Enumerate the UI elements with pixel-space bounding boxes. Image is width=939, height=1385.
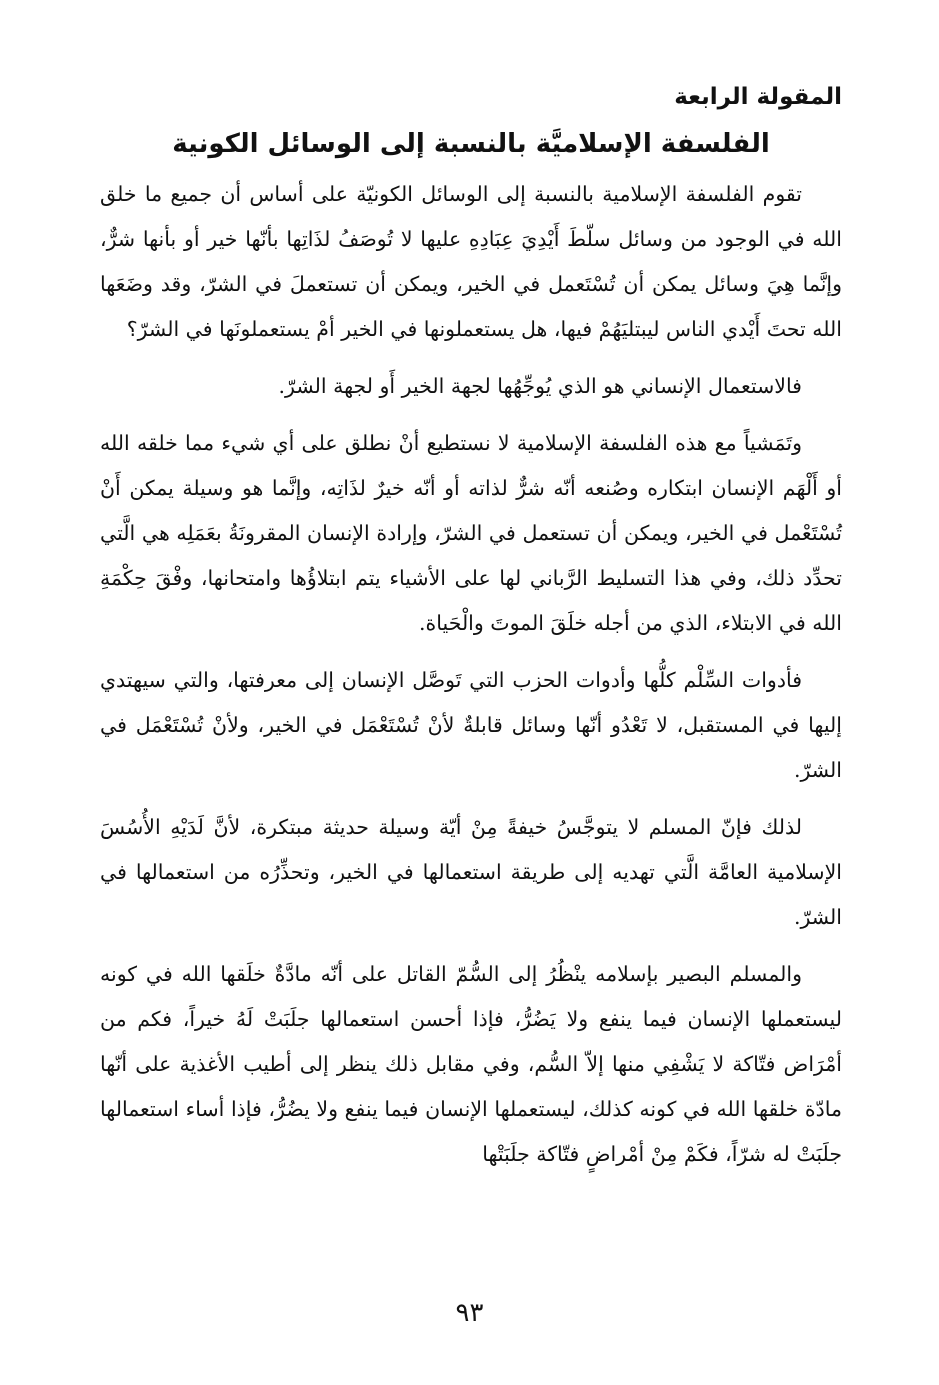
paragraph-1: تقوم الفلسفة الإسلامية بالنسبة إلى الوسائل الكونيّة على أساس أن جميع ما خلق الله في الوجود من وسائل سلّطَ أَيْدِيَ عِبَادِهِ عليها لا تُوصَفُ لذَاتِها بأنّها خير أو بأنها شرٌّ، وإنَّما هِيَ وسائل يمكن أن تُسْتَعمل في الخير، ويمكن أن تستعملَ في الشرّ، وقد وضَعَها الله تحتَ أَيْدي الناس ليبتليَهُمْ فيها، هل يستعملونها في الخير أمْ يستعملونَها في الشرّ؟ bbox=[100, 182, 842, 341]
paragraph-4: فأدوات السِّلْم كلُّها وأدوات الحزب التي تَوصَّل الإنسان إلى معرفتها، والتي سيهتدي إليها في المستقبل، لا تَعْدُو أنّها وسائل قابلةٌ لأنْ تُسْتَعْمَل في الخير، ولأنْ تُسْتَعْمَل في الشرّ. bbox=[100, 668, 842, 782]
paragraph-3: وتَمَشياً مع هذه الفلسفة الإسلامية لا نستطيع أنْ نطلق على أي شيء مما خلقه الله أو أَلْهَم الإنسان ابتكاره وصُنعه أنّه شرٌّ لذاته أو أنّه خيرٌ لذَاتِه، وإنَّما هو وسيلة يمكن أَنْ تُسْتَعْمل في الخير، ويمكن أن تستعمل في الشرّ، وإرادة الإنسان المقرونَةُ بعَمَلِه هي الَّتي تحدِّد ذلك، وفي هذا التسليط الرَّباني لها على الأشياء يتم ابتلاؤُها وامتحانها، وفْقَ حِكْمَةِ الله في الابتلاء، الذي من أجله خلَقَ الموتَ والْحَياة. bbox=[100, 431, 842, 635]
page-text-block bbox=[100, 78, 842, 1189]
section-label: المقولة الرابعة bbox=[674, 84, 842, 110]
page-number: ٩٣ bbox=[455, 1298, 484, 1328]
paragraph-2: فالاستعمال الإنساني هو الذي يُوجِّهُها لجهة الخير أَو لجهة الشرّ. bbox=[278, 374, 802, 398]
chapter-title: الفلسفة الإسلاميَّة بالنسبة إلى الوسائل الكونية bbox=[172, 129, 770, 159]
paragraph-6: والمسلم البصير بإسلامه ينْظُرُ إلى السُّمّ القاتل على أنّه مادَّةٌ خلَقها الله في كونه ليستعملها الإنسان فيما ينفع ولا يَضُرُّ، فإذا أحسن استعمالها جلَبَتْ لَهُ خيراً، فكم من أمْرَاض فتّاكة لا يَشْفِي منها إلاّ السُّم، وفي مقابل ذلك ينظر إلى أطيب الأغذية على أنّها مادّة خلقها الله في كونه كذلك، ليستعملها الإنسان فيما ينفع ولا يضُرُّ، فإذا أساء استعمالها جلَبَتْ له شرّاً، فكَمْ مِنْ أمْراضٍ فتّاكة جلَبَتْها bbox=[100, 962, 842, 1166]
paragraph-5: لذلك فإنّ المسلم لا يتوجَّسُ خيفةً مِنْ أيّة وسيلة حديثة مبتكرة، لأنَّ لَدَيْهِ الأُسُسَ الإسلامية العامَّة الَّتي تهديه إلى طريقة استعمالها في الخير، وتحذِّرُه من استعمالها في الشرّ. bbox=[100, 815, 842, 929]
